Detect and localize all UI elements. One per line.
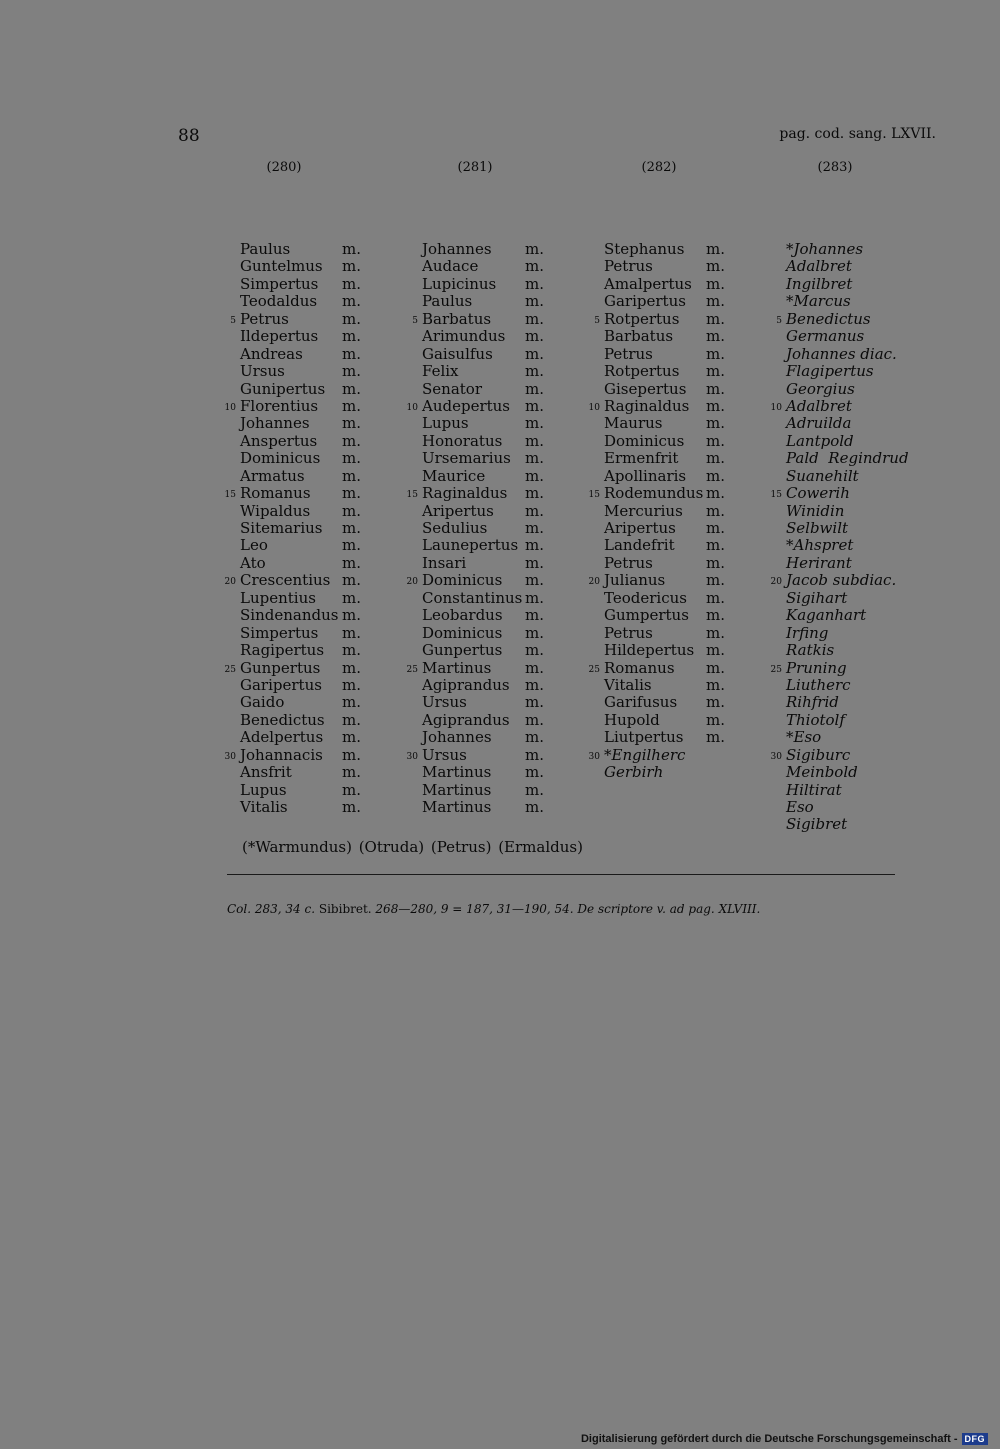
person-name: Insari [422, 553, 467, 572]
person-name: Germanus [786, 327, 865, 346]
footnote-remarks: 268—280, 9 = 187, 31—190, 54. De scriptore v. ad pag. XLVIII. [375, 902, 761, 916]
monk-mark: m. [342, 553, 361, 572]
person-name: Garipertus [240, 675, 322, 694]
person-name: Agiprandus [422, 710, 510, 729]
person-name: Johannes diac. [786, 344, 897, 363]
person-name: Flagipertus [786, 362, 874, 381]
monk-mark: m. [706, 623, 725, 642]
person-name: Pald Regindrud [786, 449, 909, 468]
person-name: Jacob subdiac. [786, 571, 897, 590]
person-name: Ermenfrit [604, 449, 679, 468]
monk-mark: m. [706, 641, 725, 660]
footnote-variant: Sibibret. [318, 902, 372, 916]
line-number: 10 [224, 402, 236, 413]
monk-mark: m. [525, 240, 544, 258]
person-name: Amalpertus [604, 274, 692, 293]
person-name: Benedictus [786, 309, 871, 328]
monk-mark: m. [706, 309, 725, 328]
monk-mark: m. [706, 710, 725, 729]
monk-mark: m. [706, 658, 725, 677]
person-name: Vitalis [240, 798, 288, 816]
person-name: Julianus [604, 571, 666, 590]
person-name: Garipertus [604, 292, 686, 311]
person-name: Cowerih [786, 484, 850, 503]
person-name: *Johannes [786, 240, 864, 258]
person-name: Sitemarius [240, 519, 323, 537]
person-name: Ursus [422, 693, 467, 712]
monk-mark: m. [525, 693, 544, 712]
person-name: Leobardus [422, 606, 503, 625]
monk-mark: m. [706, 675, 725, 694]
monk-mark: m. [342, 309, 361, 328]
monk-mark: m. [342, 379, 361, 398]
person-name: Dominicus [604, 431, 685, 450]
person-name: Romanus [604, 658, 675, 677]
monk-mark: m. [525, 379, 544, 398]
monk-mark: m. [706, 327, 725, 346]
person-name: Liutpertus [604, 728, 684, 747]
monk-mark: m. [342, 344, 361, 363]
line-number: 20 [224, 577, 236, 588]
dfg-logo-icon: DFG [962, 1433, 989, 1445]
person-name: Senator [422, 379, 482, 398]
monk-mark: m. [342, 571, 361, 590]
line-number: 30 [770, 751, 782, 762]
monk-mark: m. [342, 780, 361, 799]
monk-mark: m. [525, 571, 544, 590]
person-name: Gunipertus [240, 379, 326, 398]
person-name: Audace [422, 257, 479, 276]
monk-mark: m. [525, 763, 544, 782]
monk-mark: m. [342, 396, 361, 415]
person-name: Mercurius [604, 501, 683, 520]
person-name: Sigibret [786, 815, 848, 834]
monk-mark: m. [525, 623, 544, 642]
monk-mark: m. [342, 519, 361, 537]
monk-mark: m. [342, 484, 361, 503]
person-name: Rodemundus [604, 484, 704, 503]
monk-mark: m. [342, 536, 361, 555]
monk-mark: m. [706, 379, 725, 398]
person-name: Audepertus [422, 396, 511, 415]
person-name: Maurice [422, 466, 486, 485]
line-number: 25 [588, 664, 600, 675]
person-name: Sigiburc [786, 745, 851, 764]
person-name: Ansfrit [240, 763, 292, 782]
monk-mark: m. [525, 414, 544, 433]
person-name: Apollinaris [604, 466, 687, 485]
monk-mark: m. [525, 274, 544, 293]
person-name: Petrus [604, 553, 653, 572]
person-name: Martinus [422, 658, 492, 677]
person-name: Raginaldus [422, 484, 508, 503]
footnote-rule [227, 874, 895, 875]
person-name: Simpertus [240, 623, 319, 642]
person-name: Sindenandus [240, 606, 339, 625]
monk-mark: m. [342, 327, 361, 346]
line-number: 10 [406, 402, 418, 413]
line-number: 15 [406, 490, 418, 501]
monk-mark: m. [525, 536, 544, 555]
person-name: Petrus [240, 309, 289, 328]
monk-mark: m. [525, 606, 544, 625]
monk-mark: m. [342, 362, 361, 381]
person-name: Teodericus [604, 588, 687, 607]
person-name: Crescentius [240, 571, 331, 590]
person-name: Gisepertus [604, 379, 687, 398]
person-name: Dominicus [422, 623, 503, 642]
person-name: Vitalis [604, 675, 652, 694]
person-name: Launepertus [422, 536, 519, 555]
monk-mark: m. [342, 641, 361, 660]
monk-mark: m. [525, 466, 544, 485]
monk-mark: m. [525, 396, 544, 415]
person-name: Johannes [422, 240, 492, 258]
person-name: Dominicus [240, 449, 321, 468]
person-name: Johannacis [240, 745, 323, 764]
person-name: Ragipertus [240, 641, 325, 660]
monk-mark: m. [706, 414, 725, 433]
person-name: Raginaldus [604, 396, 690, 415]
person-name: Guntelmus [240, 257, 323, 276]
monk-mark: m. [706, 553, 725, 572]
person-name: Gunpertus [240, 658, 321, 677]
person-name: Arimundus [422, 327, 506, 346]
monk-mark: m. [342, 414, 361, 433]
line-number: 20 [770, 577, 782, 588]
monk-mark: m. [706, 431, 725, 450]
person-name: Barbatus [422, 309, 492, 328]
person-name: Barbatus [604, 327, 674, 346]
monk-mark: m. [706, 693, 725, 712]
monk-mark: m. [525, 431, 544, 450]
person-name: *Eso [786, 728, 822, 747]
monk-mark: m. [706, 449, 725, 468]
monk-mark: m. [342, 501, 361, 520]
person-name: Martinus [422, 780, 492, 799]
person-name: Landefrit [604, 536, 675, 555]
person-name: Petrus [604, 623, 653, 642]
person-name: Florentius [240, 396, 319, 415]
person-name: *Engilherc [604, 745, 686, 764]
person-name: Sedulius [422, 519, 488, 537]
person-name: Hupold [604, 710, 660, 729]
person-name: Ildepertus [240, 327, 319, 346]
line-number: 30 [406, 751, 418, 762]
person-name: Gaido [240, 693, 285, 712]
running-title: pag. cod. sang. LXVII. [779, 126, 936, 142]
line-number: 10 [770, 402, 782, 413]
line-number: 10 [588, 402, 600, 413]
monk-mark: m. [342, 763, 361, 782]
monk-mark: m. [706, 344, 725, 363]
person-name: Andreas [240, 344, 303, 363]
person-name: Gerbirh [604, 763, 664, 782]
monk-mark: m. [525, 728, 544, 747]
line-number: 20 [406, 577, 418, 588]
person-name: Winidin [786, 501, 845, 520]
column-number-283: (283) [817, 160, 853, 175]
line-number: 15 [224, 490, 236, 501]
monk-mark: m. [706, 501, 725, 520]
person-name: Anspertus [240, 431, 318, 450]
person-name: Agiprandus [422, 675, 510, 694]
person-name: Ato [240, 553, 266, 572]
monk-mark: m. [706, 536, 725, 555]
footnote [227, 902, 760, 916]
monk-mark: m. [342, 588, 361, 607]
dfg-credit [581, 1433, 988, 1445]
line-number: 5 [594, 315, 600, 326]
person-name: Aripertus [604, 519, 676, 537]
monk-mark: m. [525, 641, 544, 660]
person-name: Pruning [786, 658, 847, 677]
monk-mark: m. [525, 344, 544, 363]
monk-mark: m. [706, 571, 725, 590]
person-name: Irfing [786, 623, 829, 642]
footnote-reference: Col. 283, 34 c. [227, 902, 316, 916]
person-name: Rotpertus [604, 309, 680, 328]
monk-mark: m. [342, 449, 361, 468]
monk-mark: m. [525, 292, 544, 311]
person-name: Gaisulfus [422, 344, 493, 363]
person-name: Maurus [604, 414, 663, 433]
monk-mark: m. [342, 745, 361, 764]
monk-mark: m. [342, 274, 361, 293]
monk-mark: m. [706, 466, 725, 485]
person-name: Paulus [422, 292, 473, 311]
line-number: 15 [770, 490, 782, 501]
person-name: Simpertus [240, 274, 319, 293]
person-name: Felix [422, 362, 459, 381]
monk-mark: m. [525, 362, 544, 381]
person-name: Lantpold [786, 431, 854, 450]
person-name: Armatus [240, 466, 305, 485]
person-name: Kaganhart [786, 606, 867, 625]
monk-mark: m. [525, 798, 544, 816]
person-name: Martinus [422, 763, 492, 782]
monk-mark: m. [525, 449, 544, 468]
line-number: 5 [776, 315, 782, 326]
person-name: Benedictus [240, 710, 325, 729]
monk-mark: m. [525, 553, 544, 572]
monk-mark: m. [706, 519, 725, 537]
monk-mark: m. [525, 327, 544, 346]
person-name: Hildepertus [604, 641, 695, 660]
monk-mark: m. [525, 257, 544, 276]
monk-mark: m. [525, 780, 544, 799]
person-name: *Ahspret [786, 536, 854, 555]
monk-mark: m. [342, 693, 361, 712]
person-name: Adelpertus [240, 728, 324, 747]
line-number: 25 [770, 664, 782, 675]
person-name: Gunpertus [422, 641, 503, 660]
person-name: Johannes [422, 728, 492, 747]
line-number: 30 [224, 751, 236, 762]
person-name: Rihfrid [786, 693, 839, 712]
person-name: Stephanus [604, 240, 685, 258]
person-name: Johannes [240, 414, 310, 433]
person-name: Thiotolf [786, 710, 845, 729]
person-name: Paulus [240, 240, 291, 258]
person-name: Teodaldus [240, 292, 318, 311]
monk-mark: m. [525, 484, 544, 503]
line-number: 5 [412, 315, 418, 326]
monk-mark: m. [525, 309, 544, 328]
monk-mark: m. [342, 728, 361, 747]
monk-mark: m. [342, 710, 361, 729]
person-name: Adalbret [786, 396, 852, 415]
person-name: Ingilbret [786, 274, 853, 293]
line-number: 15 [588, 490, 600, 501]
line-number: 25 [224, 664, 236, 675]
monk-mark: m. [342, 240, 361, 258]
monk-mark: m. [706, 396, 725, 415]
column-number-282: (282) [641, 160, 677, 175]
monk-mark: m. [706, 240, 725, 258]
person-name: Suanehilt [786, 466, 859, 485]
person-name: Herirant [786, 553, 852, 572]
person-name: Leo [240, 536, 268, 555]
column-number-281: (281) [457, 160, 493, 175]
column-number-280: (280) [266, 160, 302, 175]
monk-mark: m. [342, 675, 361, 694]
person-name: Adalbret [786, 257, 852, 276]
person-name: Lupicinus [422, 274, 497, 293]
person-name: Constantinus [422, 588, 523, 607]
person-name: Dominicus [422, 571, 503, 590]
monk-mark: m. [706, 362, 725, 381]
line-number: 20 [588, 577, 600, 588]
monk-mark: m. [525, 519, 544, 537]
monk-mark: m. [525, 745, 544, 764]
person-name: Eso [786, 798, 814, 816]
person-name: Ursus [240, 362, 285, 381]
person-name: Lupus [422, 414, 469, 433]
monk-mark: m. [525, 675, 544, 694]
person-name: Wipaldus [240, 501, 311, 520]
monk-mark: m. [342, 798, 361, 816]
monk-mark: m. [342, 606, 361, 625]
person-name: Meinbold [786, 763, 858, 782]
person-name: Martinus [422, 798, 492, 816]
line-number: 5 [230, 315, 236, 326]
person-name: Sigihart [786, 588, 848, 607]
monk-mark: m. [706, 257, 725, 276]
monk-mark: m. [342, 466, 361, 485]
monk-mark: m. [525, 710, 544, 729]
monk-mark: m. [706, 292, 725, 311]
monk-mark: m. [342, 257, 361, 276]
person-name: Romanus [240, 484, 311, 503]
monk-mark: m. [706, 588, 725, 607]
person-name: Ratkis [786, 641, 835, 660]
monk-mark: m. [706, 274, 725, 293]
monk-mark: m. [706, 728, 725, 747]
person-name: Garifusus [604, 693, 678, 712]
person-name: Lupentius [240, 588, 316, 607]
person-name: Lupus [240, 780, 287, 799]
person-name: Ursus [422, 745, 467, 764]
person-name: Gumpertus [604, 606, 689, 625]
bracketed-names-line: (*Warmundus) (Otruda) (Petrus) (Ermaldus) [242, 838, 583, 856]
person-name: Aripertus [422, 501, 494, 520]
person-name: Georgius [786, 379, 855, 398]
person-name: *Marcus [786, 292, 851, 311]
monk-mark: m. [525, 658, 544, 677]
person-name: Liutherc [786, 675, 851, 694]
monk-mark: m. [342, 623, 361, 642]
person-name: Selbwilt [786, 519, 849, 537]
monk-mark: m. [706, 484, 725, 503]
monk-mark: m. [706, 606, 725, 625]
monk-mark: m. [525, 501, 544, 520]
person-name: Hiltirat [786, 780, 842, 799]
person-name: Petrus [604, 344, 653, 363]
person-name: Rotpertus [604, 362, 680, 381]
person-name: Ursemarius [422, 449, 511, 468]
line-number: 30 [588, 751, 600, 762]
monk-mark: m. [342, 431, 361, 450]
credit-text: Digitalisierung gefördert durch die Deutsche Forschungsgemeinschaft - [580, 1433, 958, 1445]
person-name: Adruilda [786, 414, 852, 433]
person-name: Honoratus [422, 431, 503, 450]
line-number: 25 [406, 664, 418, 675]
monk-mark: m. [342, 658, 361, 677]
monk-mark: m. [342, 292, 361, 311]
monk-mark: m. [525, 588, 544, 607]
page-number: 88 [178, 126, 200, 146]
person-name: Petrus [604, 257, 653, 276]
